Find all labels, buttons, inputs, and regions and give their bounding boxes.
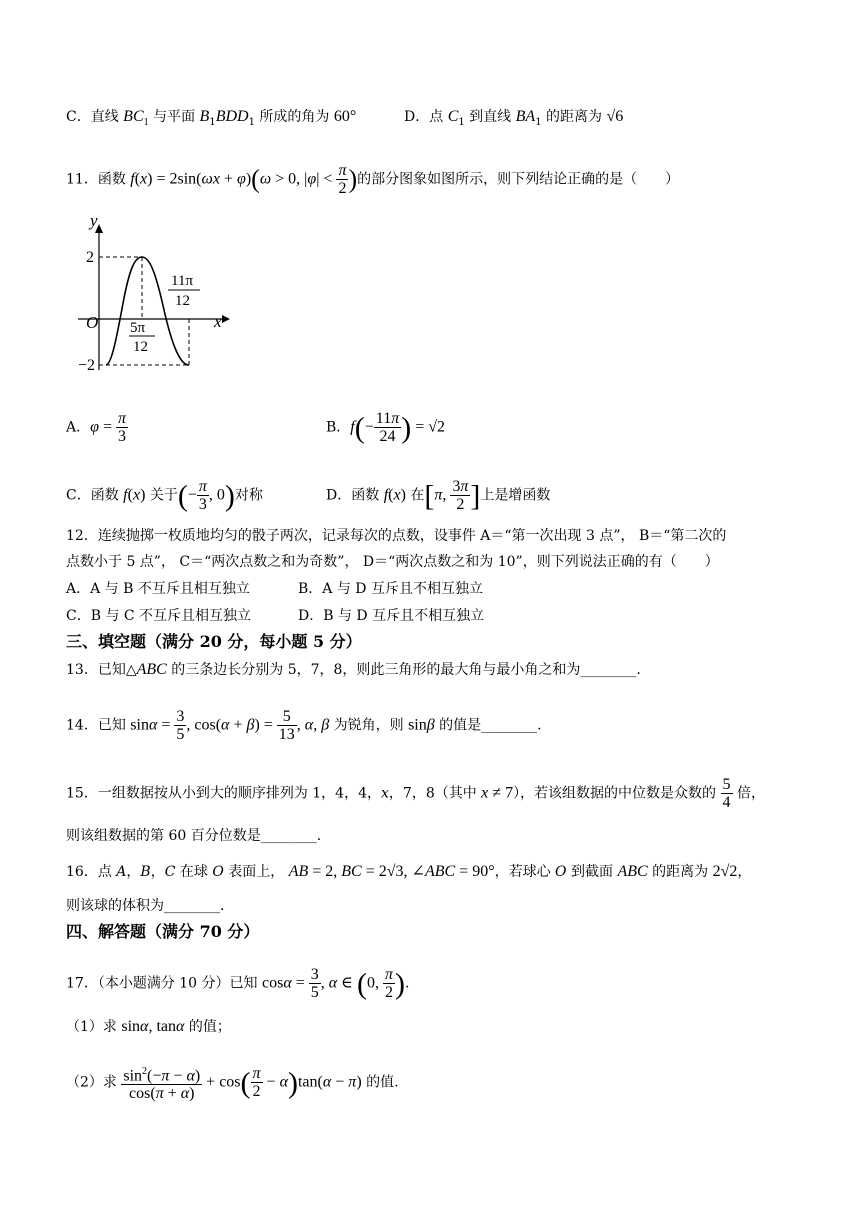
y-max-label: 2 [86, 249, 94, 266]
q17-part2: （2）求 $\frac{\sin^2(-\pi - \alpha)}{\cos(\pi + \alpha)}$ + cos( $\frac{\pi}{2}$ − α)tan(α − π) 的值. [66, 1063, 399, 1102]
q11-option-a: A．φ = $\frac{\pi}{3}$ [66, 410, 127, 445]
x-tick-11pi-num: 11π [171, 273, 194, 289]
q12-option-c: C．B 与 C 不互斥且相互独立 [66, 608, 252, 624]
sine-graph [72, 210, 242, 380]
q12-stem-line2: 点数小于 5 点”， C＝“两次点数之和为奇数”， D＝“两次点数之和为 10”，则下列说法正确的有（ ） [66, 554, 719, 570]
x-tick-11pi-den: 12 [175, 293, 190, 309]
x-tick-5pi-num: 5π [130, 320, 146, 336]
q17-part1: （1）求 sinα, tanα 的值； [66, 1018, 231, 1035]
section-4-heading: 四、解答题（满分 70 分） [66, 922, 260, 941]
q15-line2: 则该组数据的第 60 百分位数是________. [66, 828, 322, 844]
q15-line1: 15．一组数据按从小到大的顺序排列为 1，4，4，x，7，8（其中 x ≠ 7），若该组数据的中位数是众数的 $\frac{5}{4}$ 倍， [66, 776, 765, 811]
q14: 14．已知 sinα = $\frac{3}{5}$ , cos(α + β) = $\frac{5}{13}$ , α, β 为锐角，则 sinβ 的值是________. [66, 708, 542, 743]
q11-option-d: D．函数 f(x) 在[π, $\frac{3\pi}{2}$ ]上是增函数 [326, 478, 551, 513]
y-axis-label: y [90, 211, 98, 230]
q11-option-b: B．f(− $\frac{11\pi}{24}$ ) = √2 [326, 410, 446, 445]
q16-line2: 则该球的体积为________. [66, 898, 225, 914]
q12-option-b: B．A 与 D 互斥且不相互独立 [298, 581, 483, 597]
q12-option-d: D．B 与 D 互斥且不相互独立 [298, 608, 485, 624]
y-min-label: −2 [78, 357, 96, 374]
q12-option-a: A．A 与 B 不互斥且相互独立 [66, 581, 250, 597]
q10-option-c: C．直线 $BC_1$ 与平面 $B_1BDD_1$ 所成的角为 60° [66, 108, 357, 128]
x-axis-label: x [214, 312, 222, 331]
q11-stem: 11．函数 f(x) = 2sin(ωx + φ)(ω > 0, |φ| < $\frac{\pi}{2}$ )的部分图象如图所示，则下列结论正确的是（ ） [66, 162, 680, 197]
q16-line1: 16．点 A，B，C 在球 O 表面上， AB = 2, BC = 2√3, ∠ABC = 90°，若球心 O 到截面 ABC 的距离为 2√2， [66, 863, 752, 880]
q12-stem-line1: 12．连续抛掷一枚质地均匀的骰子两次，记录每次的点数，设事件 A＝“第一次出现 3 点”， B＝“第二次的 [66, 528, 727, 544]
q11-option-c: C．函数 f(x) 关于(− $\frac{\pi}{3}$ , 0)对称 [66, 478, 263, 513]
section-3-heading: 三、填空题（满分 20 分，每小题 5 分） [66, 632, 362, 651]
q13: 13．已知△ABC 的三条边长分别为 5，7，8，则此三角形的最大角与最小角之和为________. [66, 661, 641, 678]
origin-label: O [86, 313, 99, 332]
x-tick-5pi-den: 12 [133, 339, 148, 355]
q17-stem: 17．（本小题满分 10 分）已知 cosα = $\frac{3}{5}$ , α ∈ (0, $\frac{\pi}{2}$ ). [66, 966, 410, 1001]
q10-option-d: D．点 $C_1$ 到直线 $BA_1$ 的距离为 √6 [404, 108, 624, 128]
